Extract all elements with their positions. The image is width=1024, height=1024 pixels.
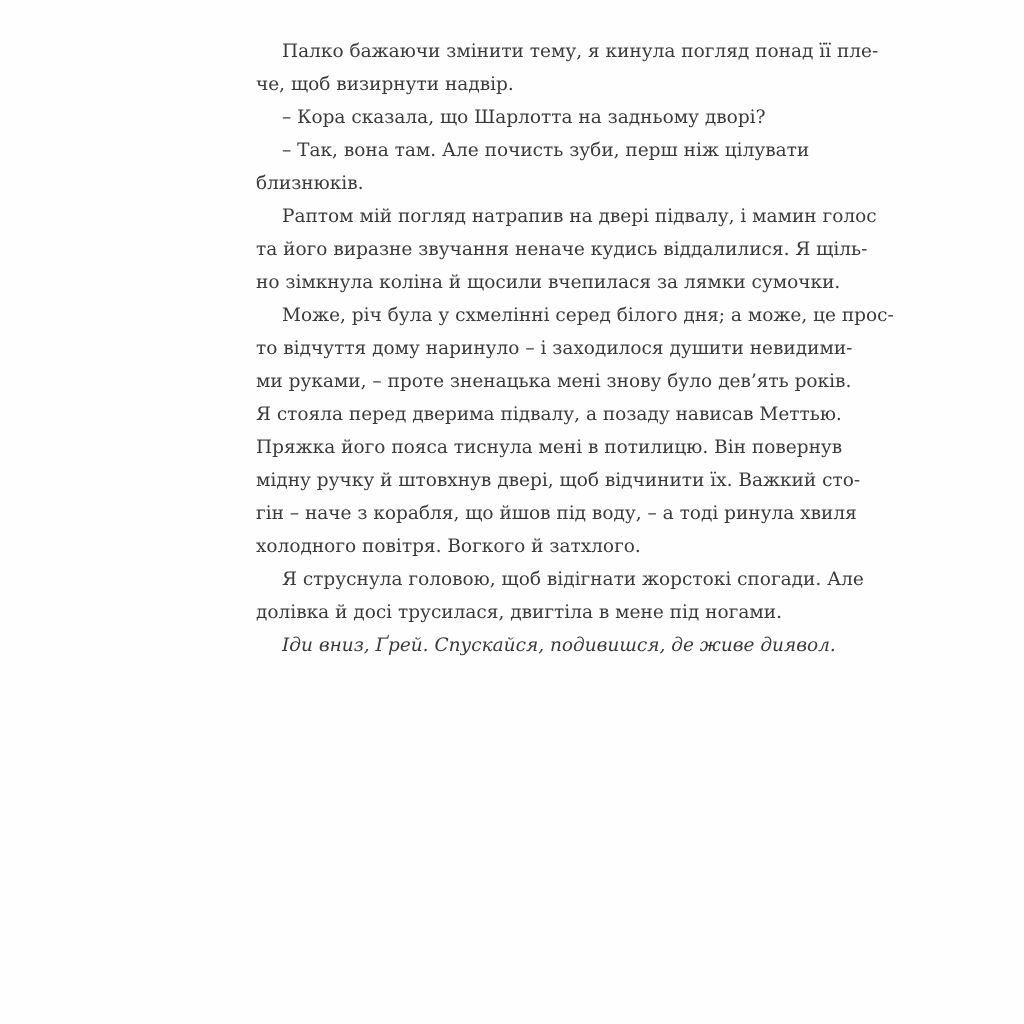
text-line: Палко бажаючи змінити тему, я кинула погляд понад її пле- xyxy=(282,41,879,62)
text-line: Я струснула головою, щоб відігнати жорстокі спогади. Але xyxy=(282,569,864,590)
text-line: Може, річ була у схмелінні серед білого дня; а може, це прос- xyxy=(282,305,894,326)
text-line: Пряжка його пояса тиснула мені в потилицю. Він повернув xyxy=(256,437,843,458)
page-text xyxy=(256,35,894,662)
text-line: близнюків. xyxy=(256,173,364,194)
text-line: – Так, вона там. Але почисть зуби, перш ніж цілувати xyxy=(282,140,810,161)
text-line: та його виразне звучання неначе кудись віддалилися. Я щіль- xyxy=(256,239,868,260)
text-line: – Кора сказала, що Шарлотта на задньому дворі? xyxy=(282,107,766,128)
text-line: Раптом мій погляд натрапив на двері підвалу, і мамин голос xyxy=(282,206,877,227)
text-line: но зімкнула коліна й щосили вчепилася за лямки сумочки. xyxy=(256,272,841,293)
text-line: гін – наче з корабля, що йшов під воду, – а тоді ринула хвиля xyxy=(256,503,857,524)
text-line: ми руками, – проте зненацька мені знову було дев’ять років. xyxy=(256,371,852,392)
text-line: Я стояла перед дверима підвалу, а позаду нависав Меттью. xyxy=(256,404,842,425)
text-line: че, щоб визирнути надвір. xyxy=(256,74,514,95)
text-line: Іди вниз, Ґрей. Спускайся, подивишся, де живе диявол. xyxy=(282,635,836,656)
text-line: то відчуття дому наринуло – і заходилося душити невидими- xyxy=(256,338,853,359)
text-line: мідну ручку й штовхнув двері, щоб відчинити їх. Важкий сто- xyxy=(256,470,861,491)
text-line: холодного повітря. Вогкого й затхлого. xyxy=(256,536,641,557)
text-line: долівка й досі трусилася, двигтіла в мене під ногами. xyxy=(256,602,782,623)
